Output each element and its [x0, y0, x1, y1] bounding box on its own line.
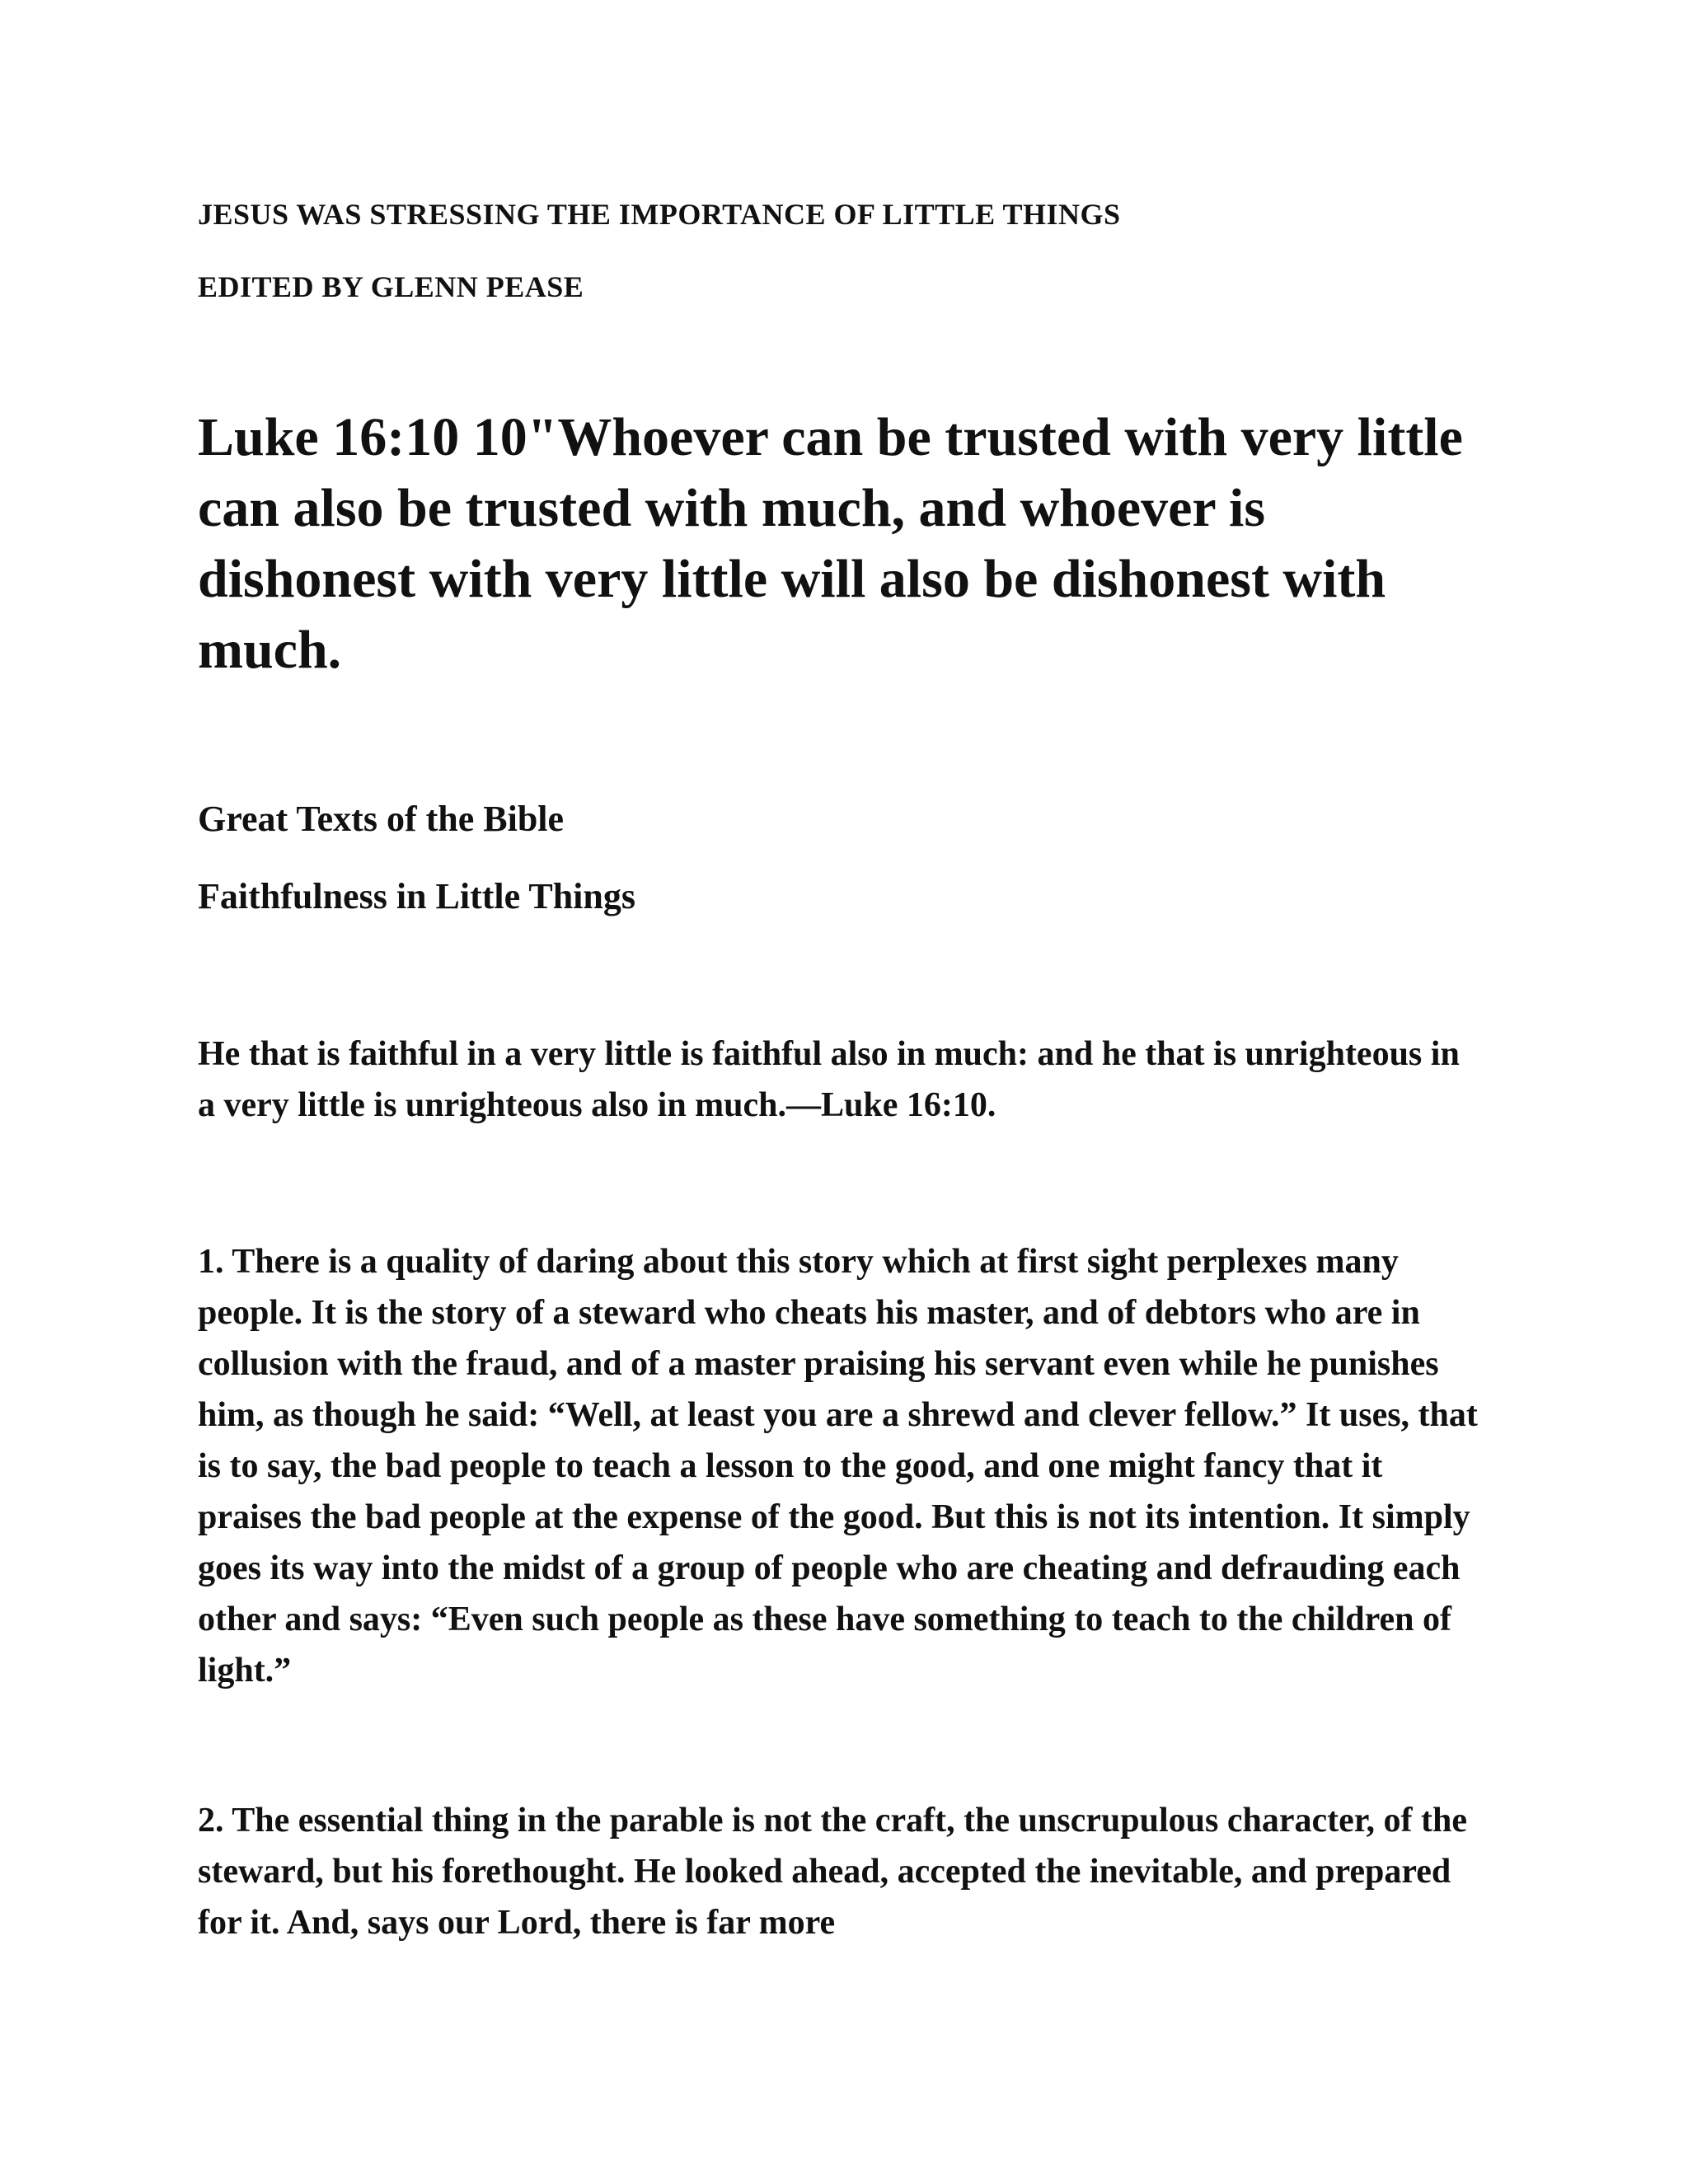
- key-verse: Luke 16:10 10"Whoever can be trusted with very little can also be trusted with much, and whoever is dishonest with very little will also be dishonest with much.: [198, 407, 1463, 680]
- epigraph-paragraph: He that is faithful in a very little is faithful also in much: and he that is unrighteous in a very little is unrighteous also in much.—Luke 16:10.: [198, 1035, 1460, 1124]
- body-paragraph-1: 1. There is a quality of daring about this story which at first sight perplexes many people. It is the story of a steward who cheats his master, and of debtors who are in collusion with the fraud, and of a master praising his servant even while he punishes him, as though he said: “Well, at least you are a shrewd and clever fellow.” It uses, that is to say, the bad people to teach a lesson to the good, and one might fancy that it praises the bad people at the expense of the good. But this is not its intention. It simply goes its way into the midst of a group of people who are cheating and defrauding each other and says: “Even such people as these have something to teach to the children of light.”: [198, 1243, 1478, 1690]
- body-paragraph-2: 2. The essential thing in the parable is not the craft, the unscrupulous character, of the steward, but his forethought. He looked ahead, accepted the inevitable, and prepared for it. And, says our Lord, there is far more: [198, 1802, 1468, 1942]
- document-title: JESUS WAS STRESSING THE IMPORTANCE OF LITTLE THINGS: [198, 198, 1121, 231]
- editor-credit: EDITED BY GLENN PEASE: [198, 270, 584, 303]
- section-title: Faithfulness in Little Things: [198, 876, 635, 916]
- source-heading: Great Texts of the Bible: [198, 799, 565, 839]
